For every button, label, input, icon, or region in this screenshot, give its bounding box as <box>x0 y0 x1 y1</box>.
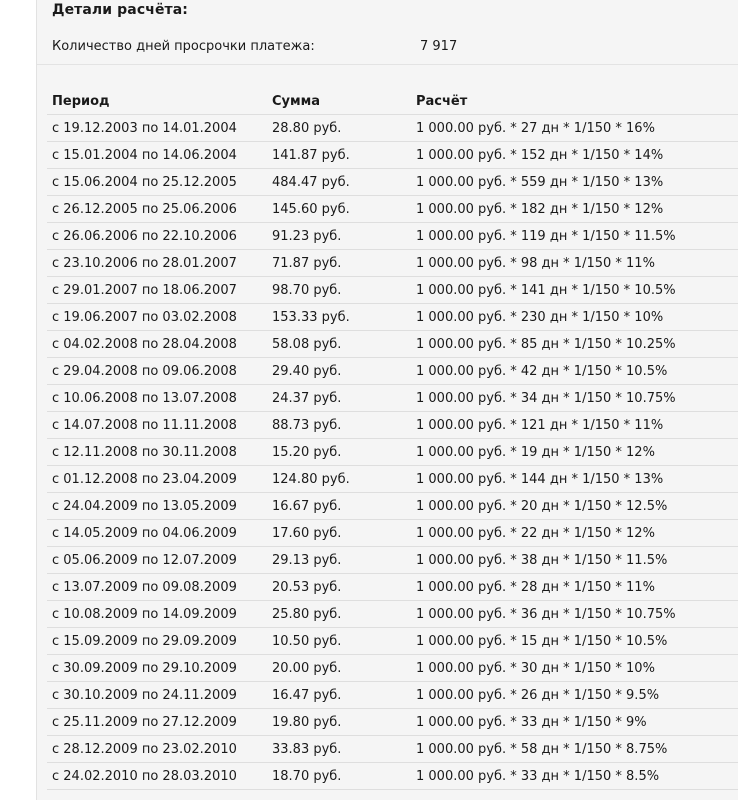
table-row <box>47 196 738 223</box>
table-header-row <box>47 88 738 115</box>
calculation-cell: 1 000.00 руб. * 85 дн * 1/150 * 10.25% <box>411 331 738 358</box>
period-cell: с 19.06.2007 по 03.02.2008 <box>47 304 267 331</box>
table-row <box>47 466 738 493</box>
overdue-days-value: 7 917 <box>420 39 458 54</box>
calculation-cell: 1 000.00 руб. * 19 дн * 1/150 * 12% <box>411 439 738 466</box>
table-row <box>47 358 738 385</box>
period-cell: с 01.12.2008 по 23.04.2009 <box>47 466 267 493</box>
table-row <box>47 601 738 628</box>
amount-cell: 29.40 руб. <box>267 358 411 385</box>
period-cell: с 10.08.2009 по 14.09.2009 <box>47 601 267 628</box>
period-cell: с 04.02.2008 по 28.04.2008 <box>47 331 267 358</box>
table-row <box>47 628 738 655</box>
calculation-cell: 1 000.00 руб. * 22 дн * 1/150 * 12% <box>411 520 738 547</box>
amount-cell: 484.47 руб. <box>267 169 411 196</box>
amount-cell: 58.08 руб. <box>267 331 411 358</box>
table-body <box>47 115 738 790</box>
section-title: Детали расчёта: <box>52 2 188 18</box>
table-row <box>47 682 738 709</box>
table-row <box>47 547 738 574</box>
table-row <box>47 493 738 520</box>
amount-cell: 91.23 руб. <box>267 223 411 250</box>
calculation-cell: 1 000.00 руб. * 98 дн * 1/150 * 11% <box>411 250 738 277</box>
amount-cell: 15.20 руб. <box>267 439 411 466</box>
calculation-cell: 1 000.00 руб. * 30 дн * 1/150 * 10% <box>411 655 738 682</box>
amount-cell: 16.67 руб. <box>267 493 411 520</box>
table-row <box>47 169 738 196</box>
table-row <box>47 655 738 682</box>
table-row <box>47 520 738 547</box>
amount-cell: 24.37 руб. <box>267 385 411 412</box>
calculation-table <box>47 88 738 790</box>
amount-cell: 10.50 руб. <box>267 628 411 655</box>
period-cell: с 19.12.2003 по 14.01.2004 <box>47 115 267 142</box>
amount-cell: 17.60 руб. <box>267 520 411 547</box>
period-cell: с 24.04.2009 по 13.05.2009 <box>47 493 267 520</box>
calculation-cell: 1 000.00 руб. * 121 дн * 1/150 * 11% <box>411 412 738 439</box>
period-cell: с 26.06.2006 по 22.10.2006 <box>47 223 267 250</box>
amount-cell: 28.80 руб. <box>267 115 411 142</box>
period-cell: с 28.12.2009 по 23.02.2010 <box>47 736 267 763</box>
period-cell: с 24.02.2010 по 28.03.2010 <box>47 763 267 790</box>
table-row <box>47 385 738 412</box>
period-cell: с 25.11.2009 по 27.12.2009 <box>47 709 267 736</box>
table-row <box>47 439 738 466</box>
calculation-cell: 1 000.00 руб. * 119 дн * 1/150 * 11.5% <box>411 223 738 250</box>
calculation-cell: 1 000.00 руб. * 152 дн * 1/150 * 14% <box>411 142 738 169</box>
table-row <box>47 304 738 331</box>
calculation-cell: 1 000.00 руб. * 27 дн * 1/150 * 16% <box>411 115 738 142</box>
calculation-cell: 1 000.00 руб. * 144 дн * 1/150 * 13% <box>411 466 738 493</box>
period-cell: с 12.11.2008 по 30.11.2008 <box>47 439 267 466</box>
table-row <box>47 763 738 790</box>
calculation-cell: 1 000.00 руб. * 42 дн * 1/150 * 10.5% <box>411 358 738 385</box>
period-cell: с 29.01.2007 по 18.06.2007 <box>47 277 267 304</box>
amount-cell: 98.70 руб. <box>267 277 411 304</box>
amount-cell: 20.53 руб. <box>267 574 411 601</box>
calculation-cell: 1 000.00 руб. * 182 дн * 1/150 * 12% <box>411 196 738 223</box>
period-cell: с 29.04.2008 по 09.06.2008 <box>47 358 267 385</box>
period-cell: с 14.05.2009 по 04.06.2009 <box>47 520 267 547</box>
period-cell: с 15.09.2009 по 29.09.2009 <box>47 628 267 655</box>
amount-cell: 16.47 руб. <box>267 682 411 709</box>
amount-cell: 18.70 руб. <box>267 763 411 790</box>
period-cell: с 13.07.2009 по 09.08.2009 <box>47 574 267 601</box>
calculation-cell: 1 000.00 руб. * 230 дн * 1/150 * 10% <box>411 304 738 331</box>
table-row <box>47 736 738 763</box>
overdue-days-label: Количество дней просрочки платежа: <box>52 39 315 54</box>
amount-cell: 33.83 руб. <box>267 736 411 763</box>
calculation-cell: 1 000.00 руб. * 20 дн * 1/150 * 12.5% <box>411 493 738 520</box>
table-row <box>47 250 738 277</box>
amount-cell: 124.80 руб. <box>267 466 411 493</box>
calculation-cell: 1 000.00 руб. * 58 дн * 1/150 * 8.75% <box>411 736 738 763</box>
period-cell: с 26.12.2005 по 25.06.2006 <box>47 196 267 223</box>
amount-cell: 88.73 руб. <box>267 412 411 439</box>
column-header-calculation: Расчёт <box>411 88 738 115</box>
amount-cell: 19.80 руб. <box>267 709 411 736</box>
page-margin <box>0 0 36 800</box>
calculation-cell: 1 000.00 руб. * 34 дн * 1/150 * 10.75% <box>411 385 738 412</box>
calculation-details-panel <box>36 0 738 800</box>
period-cell: с 23.10.2006 по 28.01.2007 <box>47 250 267 277</box>
table-row <box>47 412 738 439</box>
amount-cell: 145.60 руб. <box>267 196 411 223</box>
calculation-cell: 1 000.00 руб. * 26 дн * 1/150 * 9.5% <box>411 682 738 709</box>
calculation-cell: 1 000.00 руб. * 33 дн * 1/150 * 9% <box>411 709 738 736</box>
period-cell: с 10.06.2008 по 13.07.2008 <box>47 385 267 412</box>
period-cell: с 05.06.2009 по 12.07.2009 <box>47 547 267 574</box>
table-row <box>47 115 738 142</box>
period-cell: с 15.01.2004 по 14.06.2004 <box>47 142 267 169</box>
calculation-cell: 1 000.00 руб. * 28 дн * 1/150 * 11% <box>411 574 738 601</box>
column-header-period: Период <box>47 88 267 115</box>
calculation-cell: 1 000.00 руб. * 38 дн * 1/150 * 11.5% <box>411 547 738 574</box>
table-row <box>47 142 738 169</box>
table-row <box>47 574 738 601</box>
calculation-cell: 1 000.00 руб. * 33 дн * 1/150 * 8.5% <box>411 763 738 790</box>
amount-cell: 20.00 руб. <box>267 655 411 682</box>
calculation-cell: 1 000.00 руб. * 36 дн * 1/150 * 10.75% <box>411 601 738 628</box>
table-row <box>47 709 738 736</box>
calculation-cell: 1 000.00 руб. * 15 дн * 1/150 * 10.5% <box>411 628 738 655</box>
calculation-cell: 1 000.00 руб. * 559 дн * 1/150 * 13% <box>411 169 738 196</box>
amount-cell: 141.87 руб. <box>267 142 411 169</box>
amount-cell: 25.80 руб. <box>267 601 411 628</box>
period-cell: с 30.10.2009 по 24.11.2009 <box>47 682 267 709</box>
table-row <box>47 331 738 358</box>
amount-cell: 29.13 руб. <box>267 547 411 574</box>
amount-cell: 153.33 руб. <box>267 304 411 331</box>
table-row <box>47 223 738 250</box>
table-row <box>47 277 738 304</box>
period-cell: с 30.09.2009 по 29.10.2009 <box>47 655 267 682</box>
amount-cell: 71.87 руб. <box>267 250 411 277</box>
period-cell: с 14.07.2008 по 11.11.2008 <box>47 412 267 439</box>
period-cell: с 15.06.2004 по 25.12.2005 <box>47 169 267 196</box>
calculation-cell: 1 000.00 руб. * 141 дн * 1/150 * 10.5% <box>411 277 738 304</box>
column-header-amount: Сумма <box>267 88 411 115</box>
divider <box>37 64 738 65</box>
